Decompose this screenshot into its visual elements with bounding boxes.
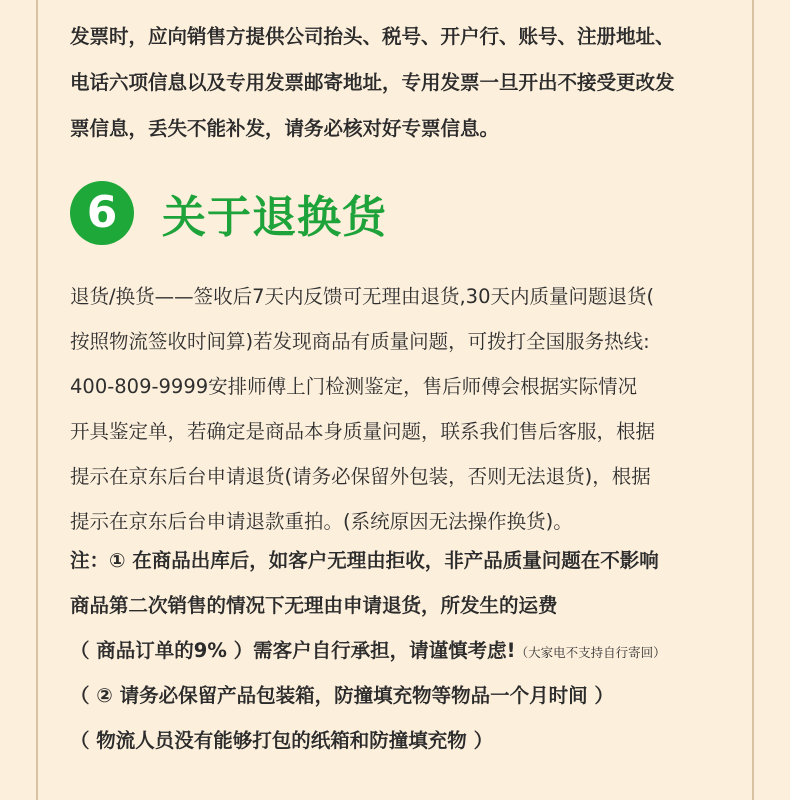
note-line-3 bbox=[70, 628, 770, 673]
invoice-notice-paragraph bbox=[70, 14, 750, 152]
section-title: 关于退换货 bbox=[162, 192, 387, 243]
returns-policy-line-1: 退货/换货——签收后7天内反馈可无理由退货,30天内质量问题退货( bbox=[70, 285, 655, 308]
left-frame-border bbox=[36, 0, 38, 800]
notes-paragraph bbox=[70, 538, 770, 763]
invoice-notice-line-3: 票信息，丢失不能补发，请务必核对好专票信息。 bbox=[70, 117, 500, 140]
note-line-4: （ ② 请务必保留产品包装箱，防撞填充物等物品一个月时间 ） bbox=[70, 684, 614, 707]
returns-policy-line-2: 按照物流签收时间算)若发现商品有质量问题，可拨打全国服务热线: bbox=[70, 330, 650, 353]
returns-policy-line-5: 提示在京东后台申请退货(请务必保留外包装，否则无法退货)，根据 bbox=[70, 465, 651, 488]
section-number-badge: 6 bbox=[70, 181, 134, 245]
note-line-2: 商品第二次销售的情况下无理由申请退货，所发生的运费 bbox=[70, 594, 558, 617]
returns-policy-paragraph bbox=[70, 274, 750, 544]
section-header bbox=[70, 178, 387, 248]
note-line-3-main: （ 商品订单的9% ）需客户自行承担，请谨慎考虑! bbox=[70, 639, 516, 662]
note-line-5: （ 物流人员没有能够打包的纸箱和防撞填充物 ） bbox=[70, 729, 494, 752]
returns-policy-line-4: 开具鉴定单，若确定是商品本身质量问题，联系我们售后客服，根据 bbox=[70, 420, 656, 443]
invoice-notice-line-2: 电话六项信息以及专用发票邮寄地址，专用发票一旦开出不接受更改发 bbox=[70, 71, 675, 94]
invoice-notice-line-1: 发票时，应向销售方提供公司抬头、税号、开户行、账号、注册地址、 bbox=[70, 25, 675, 48]
note-line-1: 注：① 在商品出库后，如客户无理由拒收，非产品质量问题在不影响 bbox=[70, 549, 659, 572]
note-line-3-small: （大家电不支持自行寄回） bbox=[515, 645, 666, 660]
returns-policy-line-6: 提示在京东后台申请退款重拍。(系统原因无法操作换货)。 bbox=[70, 510, 573, 533]
returns-policy-line-3: 400-809-9999安排师傅上门检测鉴定，售后师傅会根据实际情况 bbox=[70, 375, 638, 398]
